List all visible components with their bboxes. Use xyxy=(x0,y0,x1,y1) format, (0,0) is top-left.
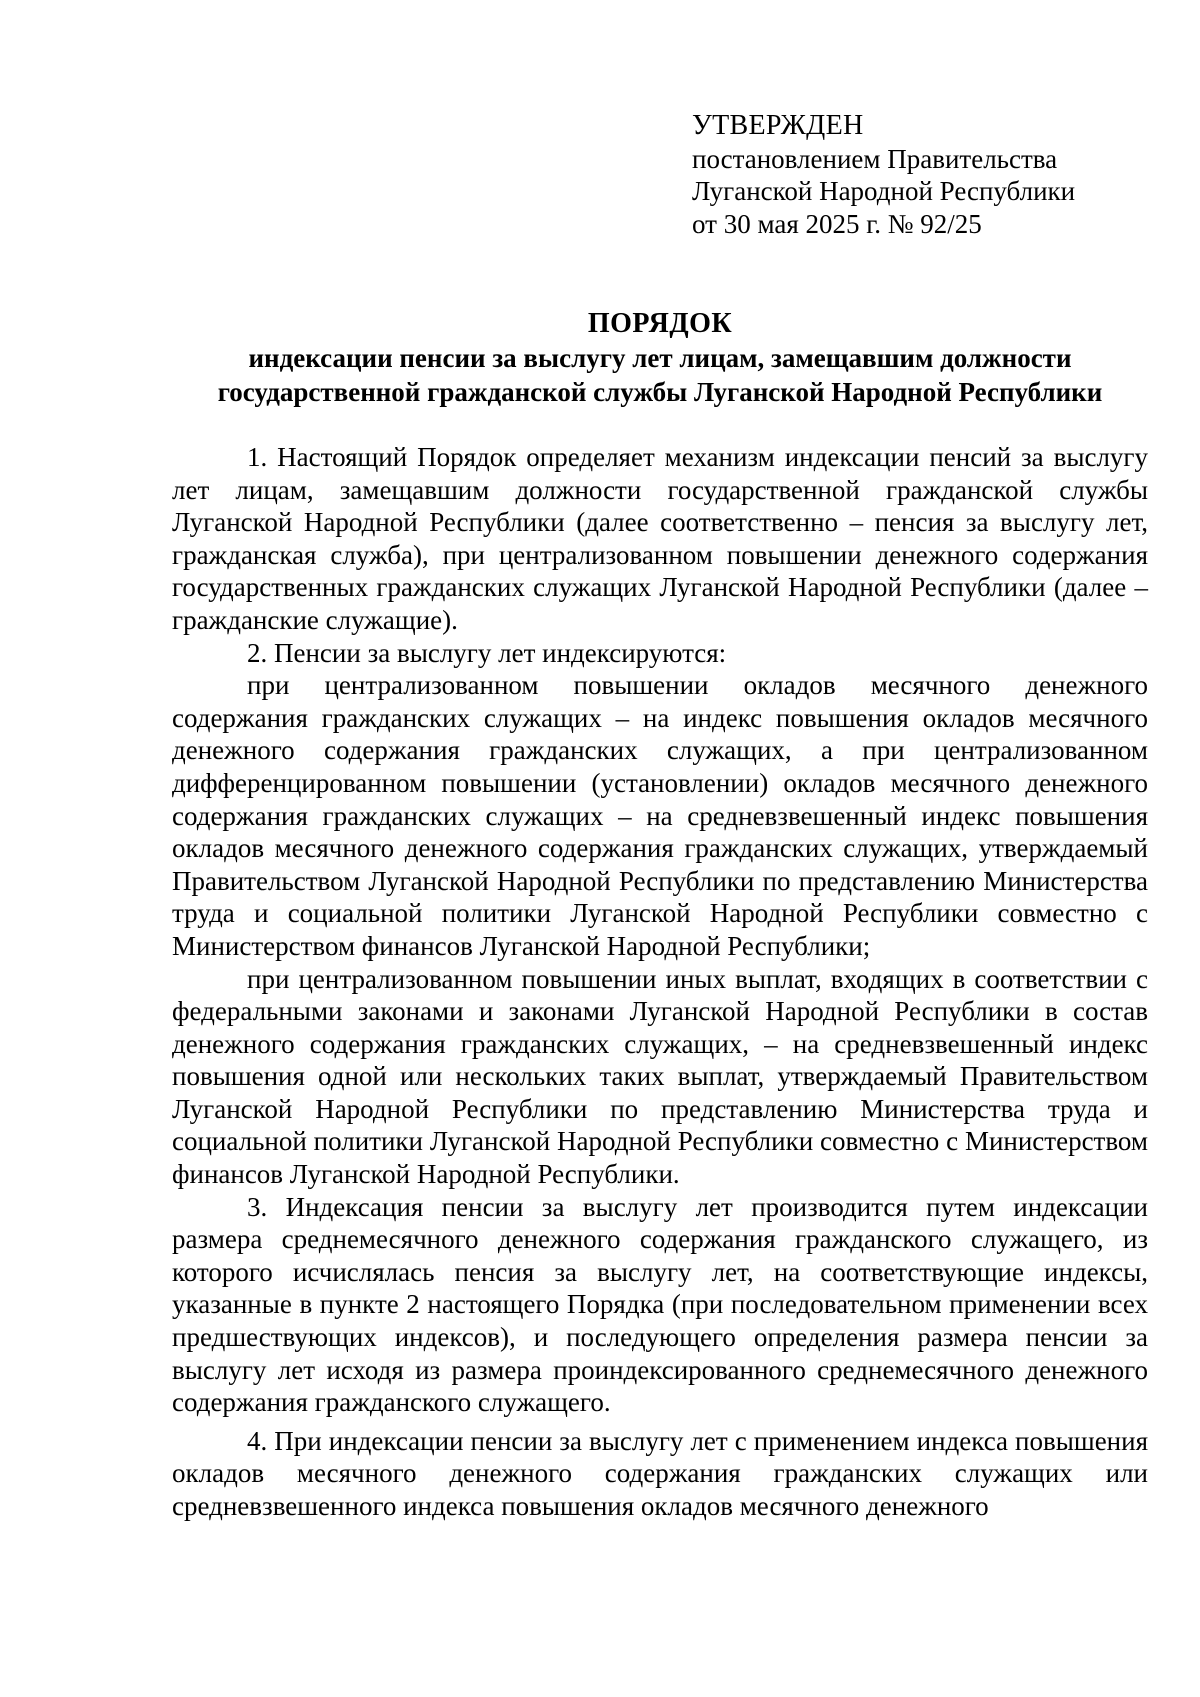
document-heading xyxy=(170,307,1150,409)
paragraph: 4. При индексации пенсии за выслугу лет с применением индекса повышения окладов месячного денежного содержания гражданских служащих или средневзвешенного индекса повышения окладов месячного денежного xyxy=(172,1425,1148,1521)
document-subtitle: государственной гражданской службы Луганской Народной Республики xyxy=(217,377,1103,407)
approval-date: от 30 мая 2025 г. № 92/25 xyxy=(692,208,982,239)
approval-line: постановлением Правительства xyxy=(692,143,1058,174)
paragraph: 2. Пенсии за выслугу лет индексируются: xyxy=(247,637,727,668)
paragraph: 1. Настоящий Порядок определяет механизм индексации пенсий за выслугу лет лицам, замещавшим должности государственной гражданской службы Луганской Народной Республики (далее соответственно – пенсия за выслугу лет, гражданская служба), при централизованном повышении денежного содержания государственных гражданских служащих Луганской Народной Республики (далее – гражданские служащие). xyxy=(172,442,1148,635)
approval-line: Луганской Народной Республики xyxy=(692,176,1076,206)
document-body xyxy=(172,441,1148,1523)
paragraph: при централизованном повышении иных выплат, входящих в соответствии с федеральными законами и законами Луганской Народной Республики в состав денежного содержания гражданских служащих, – на средневзвешенный индекс повышения одной или нескольких таких выплат, утверждаемый Правительством Луганской Народной Республики по представлению Министерства труда и социальной политики Луганской Народной Республики совместно с Министерством финансов Луганской Народной Республики. xyxy=(172,963,1148,1190)
paragraph: при централизованном повышении окладов месячного денежного содержания гражданских служащих – на индекс повышения окладов месячного денежного содержания гражданских служащих, а при централизованном дифференцированном повышении (установлении) окладов месячного денежного содержания гражданских служащих – на средневзвешенный индекс повышения окладов месячного денежного содержания гражданских служащих, утверждаемый Правительством Луганской Народной Республики по представлению Министерства труда и социальной политики Луганской Народной Республики совместно с Министерством финансов Луганской Народной Республики; xyxy=(172,670,1148,961)
approval-stamp xyxy=(692,110,1152,240)
approval-status: УТВЕРЖДЕН xyxy=(692,110,864,141)
document-subtitle: индексации пенсии за выслугу лет лицам, замещавшим должности xyxy=(248,343,1072,373)
document-title: ПОРЯДОК xyxy=(587,308,733,339)
paragraph: 3. Индексация пенсии за выслугу лет производится путем индексации размера среднемесячного денежного содержания гражданского служащего, из которого исчислялась пенсия за выслугу лет, на соответствующие индексы, указанные в пункте 2 настоящего Порядка (при последовательном применении всех предшествующих индексов), и последующего определения размера пенсии за выслугу лет исходя из размера проиндексированного среднемесячного денежного содержания гражданского служащего. xyxy=(172,1191,1148,1418)
